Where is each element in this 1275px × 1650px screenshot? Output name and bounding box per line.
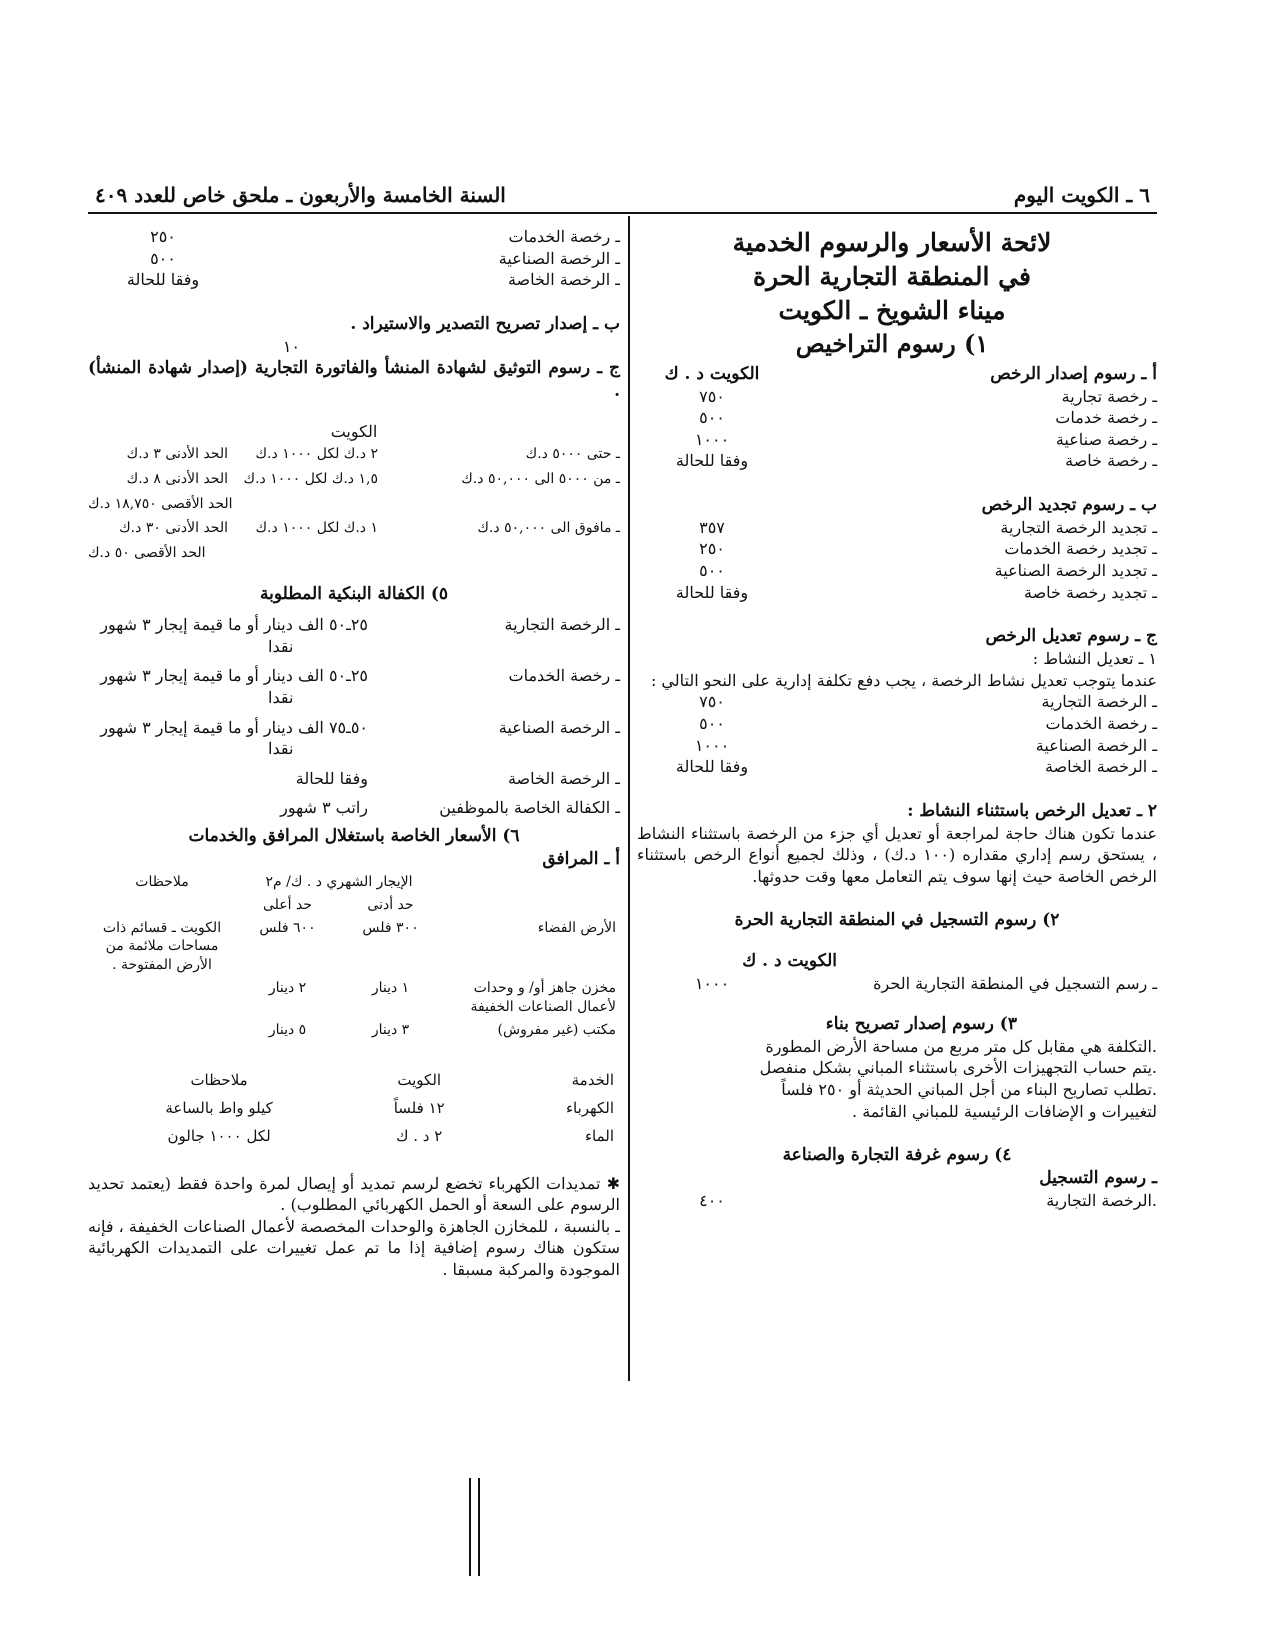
header-rule [88,212,1157,214]
c2-title: ٢ ـ تعديل الرخص باستثناء النشاط : [907,800,1157,821]
sec4-subtitle: ـ رسوم التسجيل [1039,1168,1157,1189]
fee-value: ١٠٠٠ [694,429,730,449]
facility-max: ٥ دينار [268,1022,307,1039]
sec3-line: .يتم حساب التجهيزات الأخرى باستثناء المباني بشكل منفصل [759,1058,1157,1078]
service-price: ٢ د . ك [396,1127,443,1146]
fee-value: وفقا للحالة [675,582,749,602]
fee-value: وفقا للحالة [675,757,749,777]
fee-value: وفقا للحالة [126,270,200,290]
max-header: حد أعلى [263,896,312,913]
document-title [637,226,1147,361]
cert-range: ـ مافوق الى ٥٠,٠٠٠ د.ك [477,520,620,537]
c2-text: عندما تكون هناك حاجة لمراجعة أو تعديل أي جزء من الرخصة باستثناء النشاط ، يستحق رسم إداري مقداره (١٠٠ د.ك) ، وذلك لجميع أنواع الرخص باستثناء الرخص الخاصة حيث إنها سوف يتم التعامل معها وقت حدوثها. [637,823,1157,886]
notes-header: ملاحظات [190,1070,248,1089]
guarantee-value: ٥٠ـ٧٥ الف دينار أو ما قيمة إيجار ٣ شهور [100,717,368,737]
title-line: في المنطقة التجارية الحرة [753,262,1031,291]
fee-value: ٤٠٠ [699,1191,725,1211]
section-6-title: ٦) الأسعار الخاصة باستغلال المرافق والخدمات [188,825,520,846]
cert-limit: الحد الأقصى ٥٠ د.ك [88,545,206,562]
title-line: ميناء الشويخ ـ الكويت [778,296,1006,325]
service-price: ١٢ فلساً [393,1099,445,1118]
cert-rate: ١ د.ك لكل ١٠٠٠ د.ك [255,520,378,537]
origin-cert-title: ج ـ رسوم التوثيق لشهادة المنشأ والفاتورة التجارية (إصدار شهادة المنشأ) . [88,358,620,402]
unit-label: الكويت [330,422,378,442]
c1-text: عندما يتوجب تعديل نشاط الرخصة ، يجب دفع تكلفة إدارية على النحو التالي : [650,670,1157,690]
fee-value: وفقا للحالة [675,451,749,471]
fee-value: ٣٥٧ [699,517,725,537]
service-note: كيلو واط بالساعة [165,1099,273,1118]
fee-label: .الرخصة التجارية [1046,1191,1157,1211]
facilities-title: أ ـ المرافق [542,848,620,869]
fee-label: ـ تجديد الرخصة الصناعية [994,561,1157,581]
facility-item: مكتب (غير مفروش) [497,1022,616,1039]
fee-label: ـ الرخصة الصناعية [498,248,620,268]
fee-value: ٥٠٠ [699,561,725,581]
export-import-value: ١٠ [282,336,300,356]
facility-min: ١ دينار [371,980,410,997]
facility-min: ٣٠٠ فلس [362,919,419,936]
fee-label: ـ رخصة الخدمات [1045,713,1157,733]
fee-value: ٥٠٠ [150,248,176,268]
table-row [88,917,620,978]
facility-min: ٣ دينار [371,1022,410,1039]
fee-label: ـ رخصة تجارية [1061,386,1157,406]
guarantee-label: ـ الكفالة الخاصة بالموظفين [439,798,620,818]
fee-value: ٧٥٠ [699,692,725,712]
service-note: لكل ١٠٠٠ جالون [167,1127,271,1146]
section-4-title: ٤) رسوم غرفة التجارة والصناعة [782,1145,1012,1166]
guarantee-label: ـ الرخصة الخاصة [507,768,620,788]
facility-max: ٢ دينار [268,980,307,997]
section-3-title: ٣) رسوم إصدار تصريح بناء [825,1013,1017,1034]
fee-label: ـ رخصة خاصة [1065,451,1157,471]
facilities-table [88,871,620,1042]
guarantee-list [88,614,620,819]
right-column [637,226,1157,1212]
guarantee-value: راتب ٣ شهور [280,798,368,818]
fee-label: ـ رخصة صناعية [1055,429,1157,449]
fee-label: ـ تجديد الرخصة التجارية [1000,517,1157,537]
fee-label: ـ رسم التسجيل في المنطقة التجارية الحرة [873,974,1157,994]
c1-title: ١ ـ تعديل النشاط : [1032,649,1157,669]
unit-label: الكويت د . ك [742,951,837,972]
cert-limit: الحد الأدنى ٨ د.ك [126,470,228,487]
fee-value: ٢٥٠ [699,539,725,559]
footer-bars [469,1478,480,1576]
fee-label: ـ الرخصة الصناعية [1035,735,1157,755]
fee-value: ١٠٠٠ [694,974,730,994]
fee-label: ـ تجديد رخصة الخدمات [1004,539,1157,559]
service-header: الخدمة [571,1070,614,1089]
fee-label: ـ الرخصة الخاصة [1044,757,1157,777]
guarantee-note: نقدا [268,636,294,656]
cert-range: ـ من ٥٠٠٠ الى ٥٠,٠٠٠ د.ك [461,470,620,487]
fee-label: ـ رخصة خدمات [1055,408,1157,428]
title-line: لائحة الأسعار والرسوم الخدمية [732,228,1052,257]
sec3-line: .التكلفة هي مقابل كل متر مربع من مساحة الأرض المطورة [765,1036,1157,1056]
table-row [88,977,620,1019]
cert-range: ـ حتى ٥٠٠٠ د.ك [525,445,620,462]
service-name: الماء [584,1127,614,1146]
footnote: ✱ تمديدات الكهرباء تخضع لرسم تمديد أو إيصال لمرة واحدة فقط (يعتمد تحديد الرسوم على السعة أو الحمل الكهربائي المطلوب) . [88,1173,620,1215]
fee-value: ٧٥٠ [699,386,725,406]
guarantee-label: ـ الرخصة التجارية [504,615,620,635]
section-1-title: ١) رسوم التراخيص [795,329,989,358]
cert-limit: الحد الأقصى ١٨,٧٥٠ د.ك [88,495,233,512]
fee-value: ٥٠٠ [699,408,725,428]
guarantee-label: ـ الرخصة الصناعية [498,717,620,737]
sec3-line: لتغييرات و الإضافات الرئيسية للمباني القائمة . [852,1101,1157,1121]
cert-limit: الحد الأدنى ٣٠ د.ك [119,520,228,537]
min-header: حد أدنى [367,896,414,913]
service-name: الكهرباء [565,1099,614,1118]
rent-header: الإيجار الشهري د . ك/ م٢ [265,873,413,890]
fee-label: ـ الرخصة التجارية [1041,692,1157,712]
unit-label: الكويت د . ك [664,363,760,384]
guarantee-value: وفقا للحالة [295,768,368,788]
footnote: ـ بالنسبة ، للمخازن الجاهزة والوحدات المخصصة لأعمال الصناعات الخفيفة ، فإنه ستكون هناك رسوم إضافية إذا ما تم عمل تغييرات على التمديدات الكهربائية الموجودة والمركبة مسبقا . [88,1216,620,1280]
fee-label: ـ رخصة الخدمات [508,227,620,246]
page-header-left: السنة الخامسة والأربعون ـ ملحق خاص للعدد ٤٠٩ [95,183,506,207]
fee-label: ـ الرخصة الخاصة [507,270,620,290]
fee-value: ٢٥٠ [150,227,176,246]
table-row [88,1019,620,1042]
facility-max: ٦٠٠ فلس [259,919,316,936]
cert-rate: ٢ د.ك لكل ١٠٠٠ د.ك [255,445,378,462]
table-row [88,1122,620,1150]
fee-label: ـ تجديد رخصة خاصة [1024,582,1157,602]
page-header-right: ٦ ـ الكويت اليوم [1013,183,1150,207]
table-row [88,1094,620,1122]
cert-limit: الحد الأدنى ٣ د.ك [126,445,228,462]
section-2-title: ٢) رسوم التسجيل في المنطقة التجارية الحرة [734,910,1060,931]
guarantee-label: ـ رخصة الخدمات [508,666,620,686]
column-divider [628,216,630,1381]
guarantee-note: نقدا [268,687,294,707]
fee-value: ٥٠٠ [699,713,725,733]
subsection-b-title: ب ـ رسوم تجديد الرخص [981,494,1157,515]
guarantee-value: ٢٥ـ٥٠ الف دينار أو ما قيمة إيجار ٣ شهور [100,666,368,686]
section-5-title: ٥) الكفالة البنكية المطلوبة [259,584,449,605]
guarantee-note: نقدا [268,739,294,759]
facility-note: الكويت ـ قسائم ذات مساحات ملائمة من الأرض المفتوحة . [102,919,222,974]
export-import-title: ب ـ إصدار تصريح التصدير والاستيراد . [350,313,620,334]
sec3-line: .تطلب تصاريح البناء من أجل المباني الحديثة أو ٢٥٠ فلساً [781,1080,1157,1100]
facility-item: الأرض الفضاء [537,919,616,936]
fee-value: ١٠٠٠ [694,735,730,755]
kuwait-header: الكويت [397,1070,442,1089]
facility-item: مخزن جاهز أو/ و وحدات لأعمال الصناعات الخفيفة [470,980,616,1016]
cert-rate: ١,٥ د.ك لكل ١٠٠٠ د.ك [243,470,378,487]
guarantee-value: ٢٥ـ٥٠ الف دينار أو ما قيمة إيجار ٣ شهور [100,615,368,635]
services-table [88,1066,620,1151]
subsection-a-title: أ ـ رسوم إصدار الرخص [990,363,1157,384]
notes-header: ملاحظات [135,873,189,890]
subsection-c-title: ج ـ رسوم تعديل الرخص [985,626,1157,647]
left-column [88,226,620,1281]
